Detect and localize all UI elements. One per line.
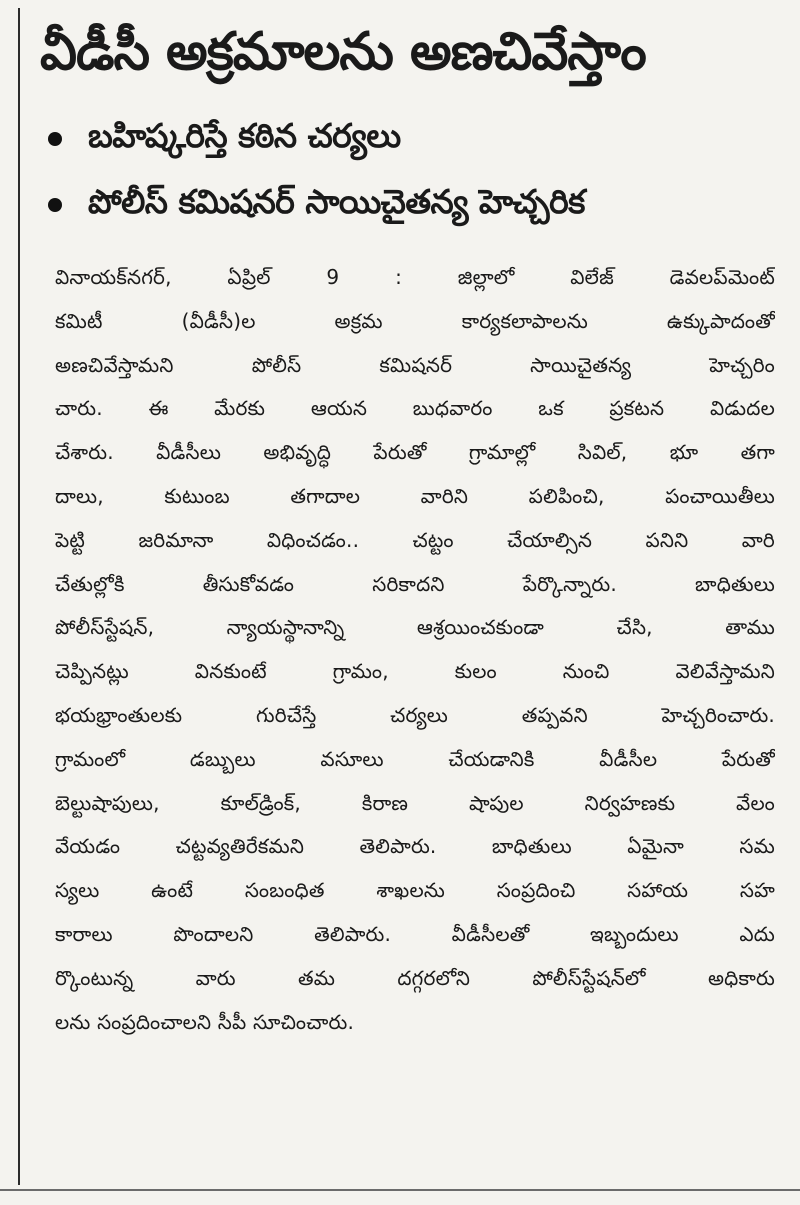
body-line: వేయడం చట్టవ్యతిరేకమని తెలిపారు. బాధితులు ఏమైనా సమ [55, 834, 775, 859]
body-line: చెప్పినట్లు వినకుంటే గ్రామం, కులం నుంచి వెలివేస్తామని [55, 659, 775, 684]
bullet-icon [48, 132, 62, 146]
body-line: భయభ్రాంతులకు గురిచేస్తే చర్యలు తప్పవని హెచ్చరించారు. [55, 702, 775, 727]
body-line: ర్కొంటున్న వారు తమ దగ్గరలోని పోలీస్‌స్టేషన్‌లో అధికారు [55, 965, 775, 990]
subheadline-item [48, 172, 788, 238]
body-line: కమిటీ (వీడీసీ)ల అక్రమ కార్యకలాపాలను ఉక్కుపాదంతో [55, 308, 775, 333]
body-line: పెట్టి జరిమానా విధించడం.. చట్టం చేయాల్సిన పనిని వారి [55, 527, 775, 552]
body-line: చేతుల్లోకి తీసుకోవడం సరికాదని పేర్కొన్నారు. బాధితులు [55, 571, 775, 596]
body-line: అణచివేస్తామని పోలీస్ కమిషనర్ సాయిచైతన్య హెచ్చరిం [55, 352, 775, 377]
body-line: చారు. ఈ మేరకు ఆయన బుధవారం ఒక ప్రకటన విడుదల [55, 396, 775, 421]
column-rule-left [18, 8, 20, 1185]
article-body [55, 256, 775, 1044]
body-line: పోలీస్‌స్టేషన్, న్యాయస్థానాన్ని ఆశ్రయించకుండా చేసి, తాము [55, 615, 775, 640]
body-line: దాలు, కుటుంబ తగాదాల వారిని పలిపించి, పంచాయితీలు [55, 483, 775, 508]
body-line: బెల్టుషాపులు, కూల్‌డ్రింక్, కిరాణ షాపుల నిర్వహణకు వేలం [55, 790, 775, 815]
bullet-icon [48, 198, 62, 212]
article-headline: వీడీసీ అక్రమాలను అణచివేస్తాం [40, 22, 646, 82]
subheadline-item [48, 106, 788, 172]
body-line: కారాలు పొందాలని తెలిపారు. వీడీసీలతో ఇబ్బందులు ఎదు [55, 921, 775, 946]
subheadline-text: బహిష్కరిస్తే కఠిన చర్యలు [88, 115, 401, 155]
body-line: స్యలు ఉంటే సంబంధిత శాఖలను సంప్రదించి సహాయ సహ [55, 878, 775, 903]
body-line: లను సంప్రదించాలని సీపీ సూచించారు. [55, 1009, 355, 1034]
column-rule-bottom [0, 1189, 800, 1191]
subheadline-text: పోలీస్ కమిషనర్ సాయిచైతన్య హెచ్చరిక [88, 181, 585, 221]
subheadline-list [48, 106, 788, 238]
body-line: చేశారు. వీడీసీలు అభివృద్ధి పేరుతో గ్రామాల్లో సివిల్, భూ తగా [55, 440, 775, 465]
body-line: వినాయక్‌నగర్, ఏప్రిల్ 9 : జిల్లాలో విలేజ్ డెవలప్‌మెంట్ [55, 265, 775, 289]
body-line: గ్రామంలో డబ్బులు వసూలు చేయడానికి వీడీసీల పేరుతో [55, 746, 775, 771]
